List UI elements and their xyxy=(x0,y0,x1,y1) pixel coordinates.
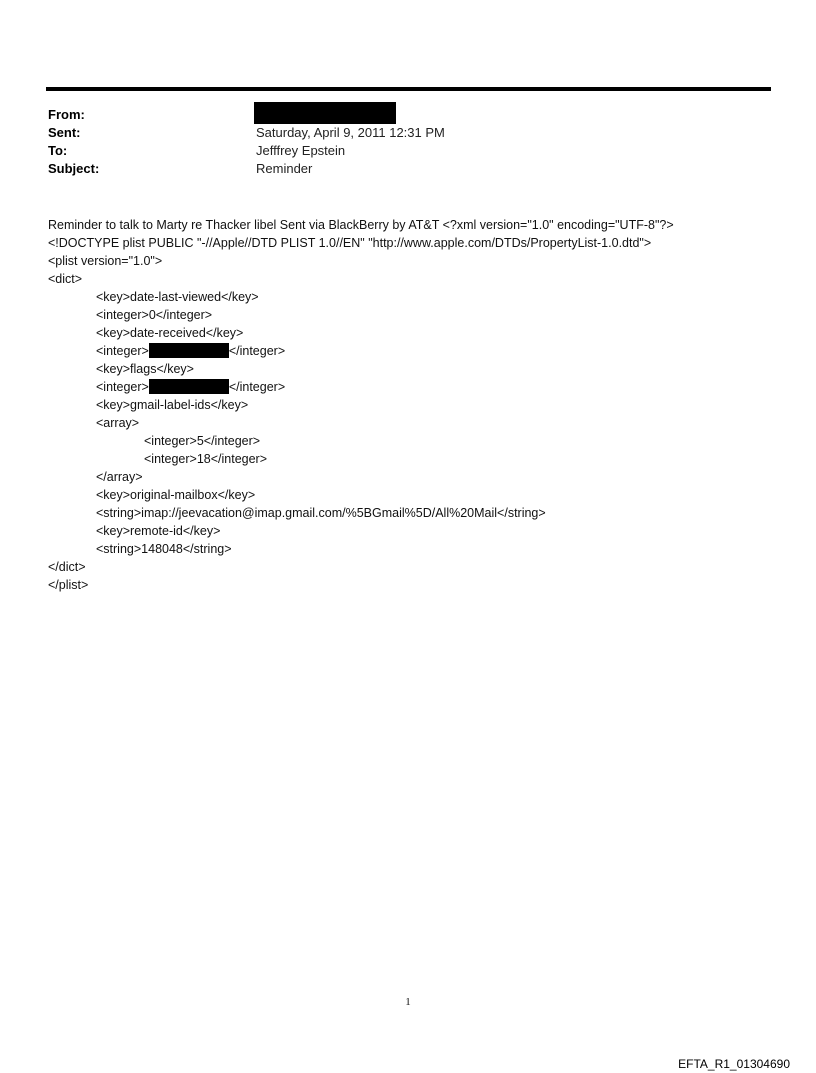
body-line: <key>date-received</key> xyxy=(96,326,244,340)
body-line: <array> xyxy=(96,416,140,430)
body-line: <key>gmail-label-ids</key> xyxy=(96,398,249,412)
body-line: Reminder to talk to Marty re Thacker libel Sent via BlackBerry by AT&T <?xml version="1.0" encoding="UTF-8"?> xyxy=(48,218,674,232)
body-line: <string>imap://jeevacation@imap.gmail.com/%5BGmail%5D/All%20Mail</string> xyxy=(96,506,546,520)
to-row xyxy=(48,142,748,160)
integer-close-tag: </integer> xyxy=(228,380,286,394)
body-line: <plist version="1.0"> xyxy=(48,254,163,268)
subject-label: Subject: xyxy=(48,161,100,176)
body-line: <key>remote-id</key> xyxy=(96,524,221,538)
email-body xyxy=(48,216,788,594)
body-line-redacted xyxy=(48,342,788,360)
body-line: <string>148048</string> xyxy=(96,542,232,556)
sent-value: Saturday, April 9, 2011 12:31 PM xyxy=(256,125,445,140)
to-label: To: xyxy=(48,143,68,158)
from-label: From: xyxy=(48,107,85,122)
page-number: 1 xyxy=(405,996,411,1008)
body-line: </array> xyxy=(96,470,143,484)
body-line: <key>flags</key> xyxy=(96,362,194,376)
bates-number: EFTA_R1_01304690 xyxy=(678,1057,790,1071)
redaction-box xyxy=(254,102,396,124)
subject-value: Reminder xyxy=(256,161,313,176)
integer-open-tag: <integer> xyxy=(96,344,149,358)
body-line-redacted xyxy=(48,378,788,396)
body-line: <!DOCTYPE plist PUBLIC "-//Apple//DTD PLIST 1.0//EN" "http://www.apple.com/DTDs/PropertyList-1.0.dtd"> xyxy=(48,236,652,250)
body-line: </plist> xyxy=(48,578,89,592)
body-line: <integer>18</integer> xyxy=(144,452,268,466)
redaction-box xyxy=(149,343,229,358)
from-row xyxy=(48,106,748,124)
body-line: <key>date-last-viewed</key> xyxy=(96,290,259,304)
sent-label: Sent: xyxy=(48,125,81,140)
subject-row xyxy=(48,160,748,178)
body-line: <dict> xyxy=(48,272,83,286)
header-divider xyxy=(46,87,771,91)
integer-open-tag: <integer> xyxy=(96,380,149,394)
redaction-box xyxy=(149,379,229,394)
email-header xyxy=(48,106,748,178)
body-line: <key>original-mailbox</key> xyxy=(96,488,256,502)
body-line: </dict> xyxy=(48,560,86,574)
sent-row xyxy=(48,124,748,142)
body-line: <integer>0</integer> xyxy=(96,308,213,322)
to-value: Jefffrey Epstein xyxy=(256,143,346,158)
body-line: <integer>5</integer> xyxy=(144,434,261,448)
integer-close-tag: </integer> xyxy=(228,344,286,358)
